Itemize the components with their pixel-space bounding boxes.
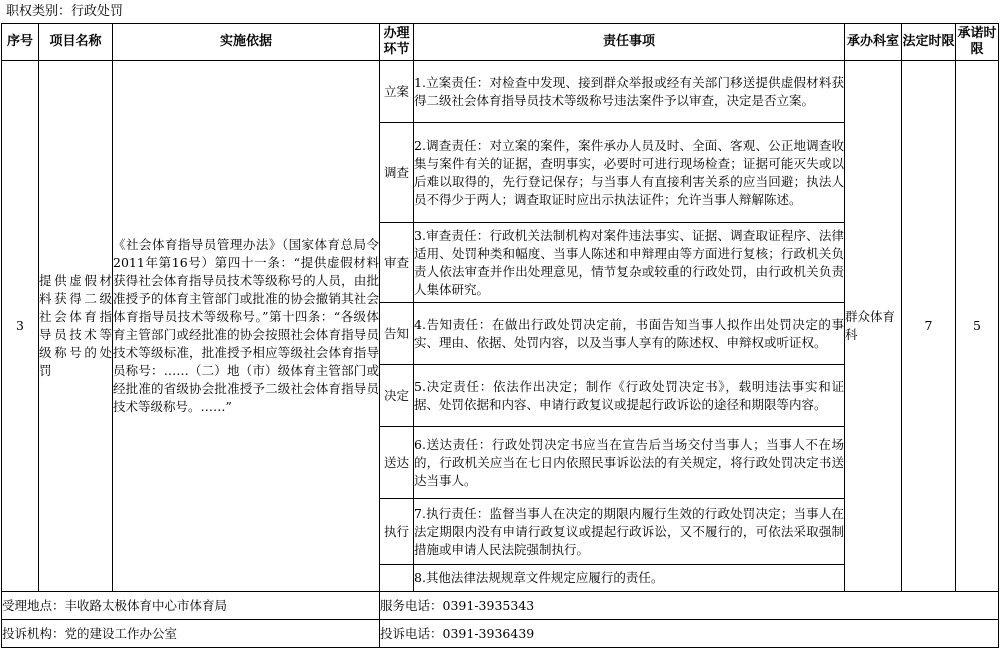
responsibility-table: [1, 23, 999, 648]
category-label: 职权类别：: [6, 4, 72, 19]
header-legal-limit: 法定时限: [902, 24, 956, 61]
stage-label: 告知: [380, 303, 414, 365]
service-phone-value: 0391-3935343: [442, 597, 535, 613]
header-basis: 实施依据: [113, 24, 380, 61]
stage-label: 执行: [380, 499, 414, 565]
stage-label: [380, 565, 414, 592]
row-department: 群众体育科: [845, 61, 902, 592]
row-project-name: 提供虚假材料获得二级社会体育指导员技术等级称号的处罚: [39, 61, 113, 592]
location-cell: [2, 592, 380, 620]
stage-label: 审查: [380, 223, 414, 303]
complaint-cell: [2, 620, 380, 648]
header-name: 项目名称: [39, 24, 113, 61]
table-row: [2, 61, 999, 123]
header-stage: 办理环节: [380, 24, 414, 61]
row-basis: 《社会体育指导员管理办法》（国家体育总局令2011年第16号）第四十一条：“提供虚假材料获得社会体育指导员技术等级称号的人员，由批准授予的体育主管部门或批准的协会撤销其社会体育指导员技术等级称号。”第十四条：“各级体育主管部门或经批准的协会按照社会体育指导员技术等级标准，批准授予相应等级社会体育指导员称号：……（二）地（市）级体育主管部门或经批准的省级协会批准授予二级社会体育指导员技术等级称号。……”: [113, 61, 380, 592]
service-phone-cell: [380, 592, 999, 620]
complaint-phone-cell: [380, 620, 999, 648]
footer-row-location: [2, 592, 999, 620]
header-seq: 序号: [2, 24, 39, 61]
stage-text: 1.立案责任：对检查中发现、接到群众举报或经有关部门移送提供虚假材料获得二级社会体育指导员技术等级称号违法案件予以审查，决定是否立案。: [414, 61, 845, 123]
header-promise-limit: 承诺时限: [956, 24, 999, 61]
complaint-value: 党的建设工作办公室: [64, 625, 178, 641]
service-phone-label: 服务电话：: [380, 597, 443, 613]
complaint-phone-label: 投诉电话：: [380, 625, 443, 641]
stage-label: 调查: [380, 123, 414, 223]
header-responsibility: 责任事项: [414, 24, 845, 61]
stage-label: 决定: [380, 365, 414, 427]
stage-text: 7.执行责任：监督当事人在决定的期限内履行生效的行政处罚决定；当事人在法定期限内没有申请行政复议或提起行政诉讼，又不履行的，可依法采取强制措施或申请人民法院强制执行。: [414, 499, 845, 565]
row-promise-limit: 5: [956, 61, 999, 592]
stage-text: 6.送达责任：行政处罚决定书应当在宣告后当场交付当事人；当事人不在场的，行政机关应当在七日内依照民事诉讼法的有关规定，将行政处罚决定书送达当事人。: [414, 427, 845, 499]
stage-text: 3.审查责任：行政机关法制机构对案件违法事实、证据、调查取证程序、法律适用、处罚种类和幅度、当事人陈述和申辩理由等方面进行复核；行政机关负责人依法审查并作出处理意见，情节复杂或较重的行政处罚，由行政机关负责人集体研究。: [414, 223, 845, 303]
stage-text: 4.告知责任：在做出行政处罚决定前，书面告知当事人拟作出处罚决定的事实、理由、依据、处罚内容，以及当事人享有的陈述权、申辩权或听证权。: [414, 303, 845, 365]
footer-row-complaint: [2, 620, 999, 648]
header-row: [2, 24, 999, 61]
stage-text: 8.其他法律法规规章文件规定应履行的责任。: [414, 565, 845, 592]
location-label: 受理地点：: [2, 597, 65, 613]
complaint-label: 投诉机构：: [2, 625, 65, 641]
header-department: 承办科室: [845, 24, 902, 61]
stage-label: 立案: [380, 61, 414, 123]
stage-text: 5.决定责任：依法作出决定；制作《行政处罚决定书》，载明违法事实和证据、处罚依据和内容、申请行政复议或提起行政诉讼的途径和期限等内容。: [414, 365, 845, 427]
row-seq: 3: [2, 61, 39, 592]
row-legal-limit: 7: [902, 61, 956, 592]
location-value: 丰收路太极体育中心市体育局: [64, 597, 228, 613]
category-line: [6, 3, 123, 21]
stage-text: 2.调查责任：对立案的案件，案件承办人员及时、全面、客观、公正地调查收集与案件有关的证据，查明事实，必要时可进行现场检查；证据可能灭失或以后难以取得的，先行登记保存；与当事人有直接利害关系的应当回避；执法人员不得少于两人；调查取证时应出示执法证件；允许当事人辩解陈述。: [414, 123, 845, 223]
stage-label: 送达: [380, 427, 414, 499]
category-value: 行政处罚: [71, 4, 124, 19]
complaint-phone-value: 0391-3936439: [442, 625, 535, 641]
